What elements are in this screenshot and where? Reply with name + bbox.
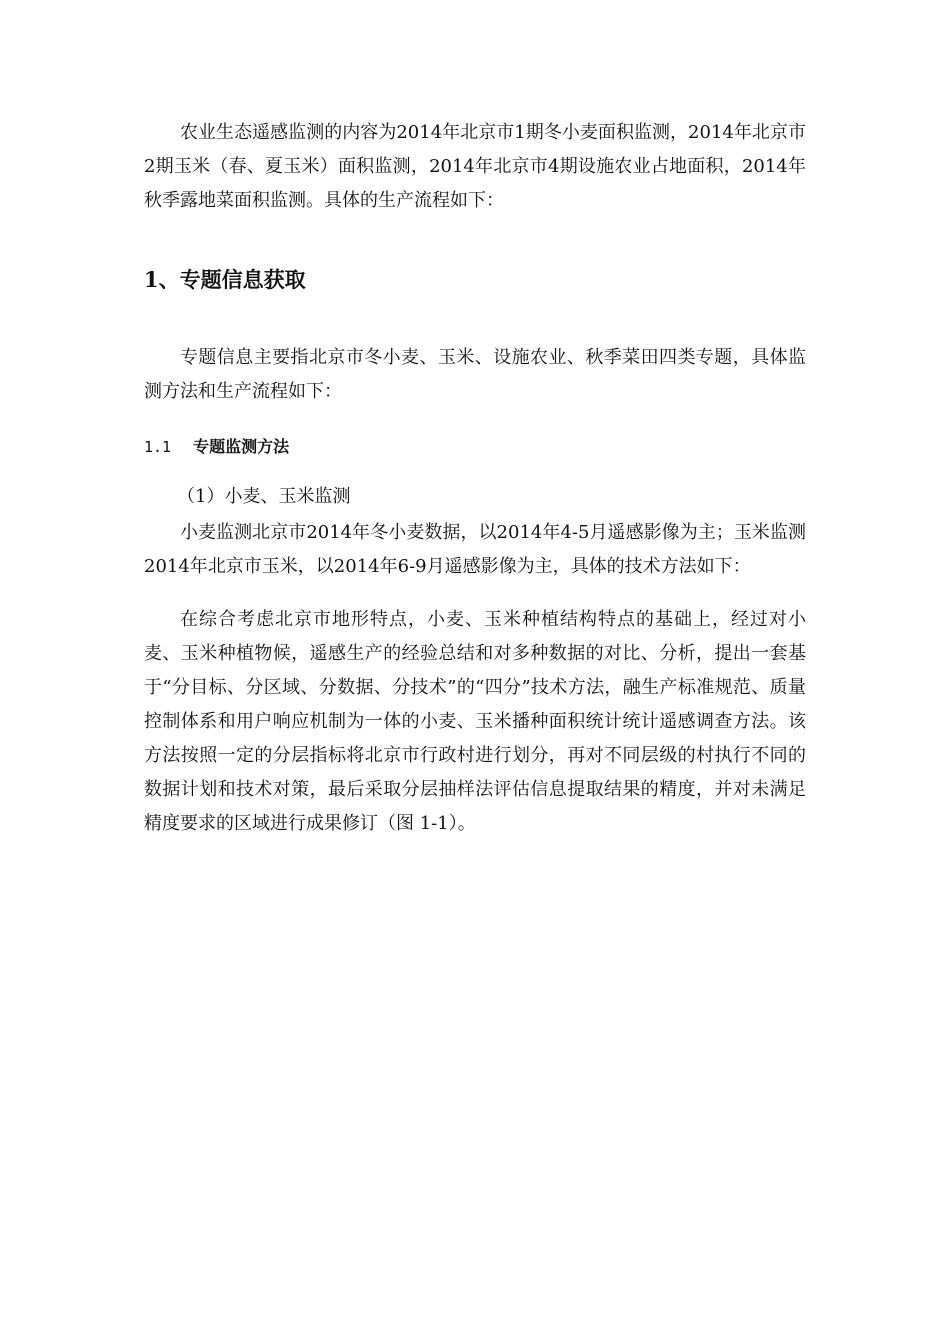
wheat-corn-subheading: （1）小麦、玉米监测 xyxy=(177,486,351,507)
section-1-1-title: 专题监测方法 xyxy=(193,437,290,456)
section-1-1-number: 1.1 xyxy=(144,438,172,456)
wheat-corn-paragraph-2: 在综合考虑北京市地形特点，小麦、玉米种植结构特点的基础上，经过对小麦、玉米种植物候，遥感生产的经验总结和对多种数据的对比、分析，提出一套基于“分目标、分区域、分数据、分技术”的“四分”技术方法，融生产标准规范、质量控制体系和用户响应机制为一体的小麦、玉米播种面积统计统计遥感调查方法。该方法按照一定的分层指标将北京市行政村进行划分，再对不同层级的村执行不同的数据计划和技术对策，最后采取分层抽样法评估信息提取结果的精度，并对未满足精度要求的区域进行成果修订（图 1-1）。 xyxy=(144,609,806,834)
section-1-paragraph: 专题信息主要指北京市冬小麦、玉米、设施农业、秋季菜田四类专题，具体监测方法和生产流程如下： xyxy=(144,347,806,402)
section-1-number: 1 xyxy=(144,267,159,292)
section-1-1-heading xyxy=(144,432,289,462)
section-1-heading xyxy=(144,262,306,298)
intro-paragraph: 农业生态遥感监测的内容为2014年北京市1期冬小麦面积监测，2014年北京市2期玉米（春、夏玉米）面积监测，2014年北京市4期设施农业占地面积，2014年秋季露地菜面积监测。具体的生产流程如下： xyxy=(144,122,806,211)
wheat-corn-paragraph-1: 小麦监测北京市2014年冬小麦数据，以2014年4-5月遥感影像为主；玉米监测2014年北京市玉米，以2014年6-9月遥感影像为主，具体的技术方法如下： xyxy=(144,522,806,577)
section-1-title: 、专题信息获取 xyxy=(158,267,306,292)
